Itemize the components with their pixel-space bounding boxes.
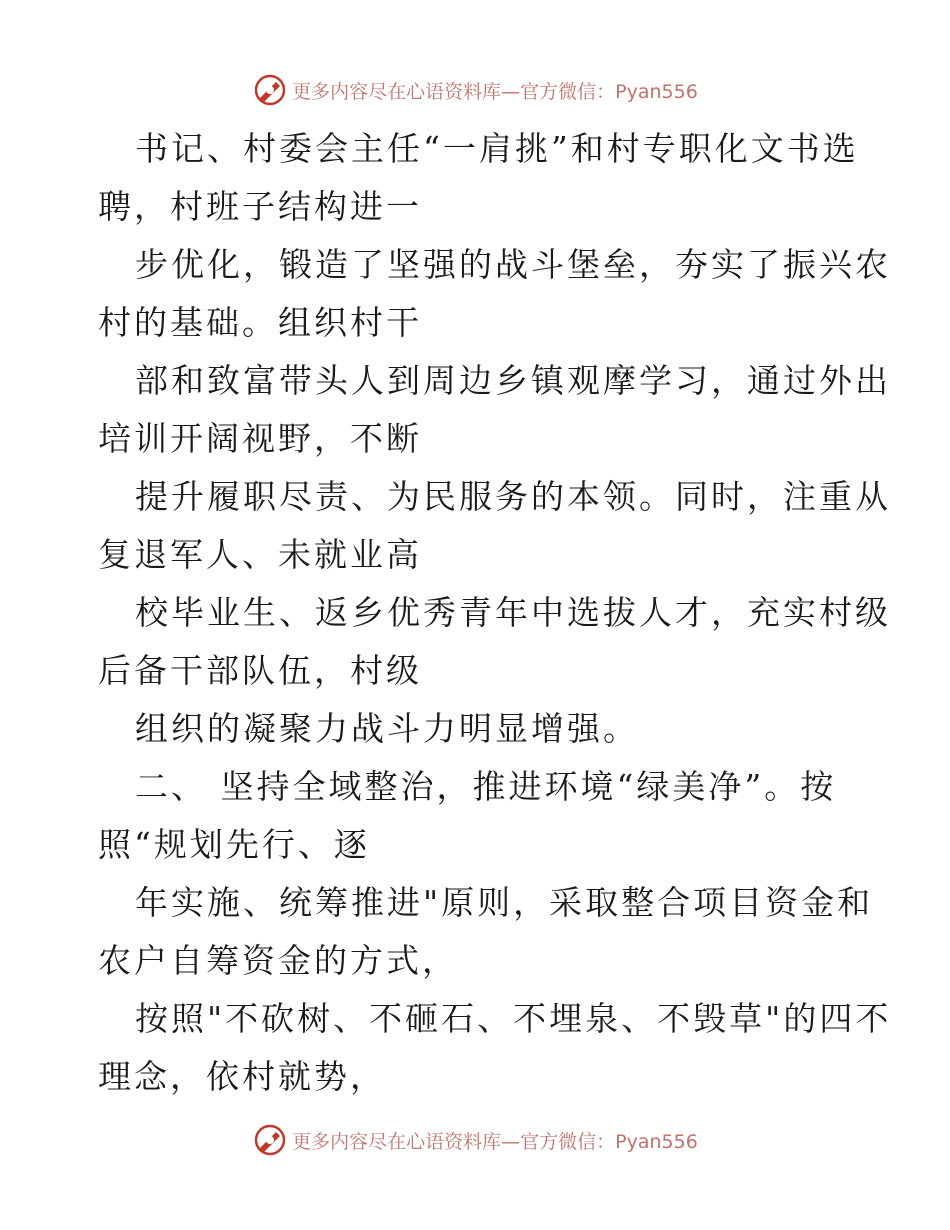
text-line: 复退军人、未就业高 (98, 535, 422, 574)
text-line: 农户自筹资金的方式， (98, 941, 458, 980)
watermark-text: 更多内容尽在心语资料库—官方微信：Pyan556 (292, 80, 698, 103)
text-line: 照“规划先行、逐 (98, 825, 370, 864)
text-line: 培训开阔视野，不断 (98, 419, 422, 458)
text-line: 校毕业生、返乡优秀青年中选拔人才，充实村级 (135, 593, 891, 632)
text-line: 年实施、统筹推进"原则，采取整合项目资金和 (135, 883, 874, 922)
text-line: 理念，依村就势， (98, 1057, 386, 1096)
text-line: 聘，村班子结构进一 (98, 187, 422, 226)
text-line: 二、 坚持全域整治，推进环境“绿美净”。按 (135, 767, 837, 806)
text-line: 步优化，锻造了坚强的战斗堡垒，夯实了振兴农 (135, 245, 891, 284)
text-line: 书记、村委会主任“一肩挑”和村专职化文书选 (135, 129, 859, 168)
pen-circle-logo-icon (252, 72, 288, 108)
text-line: 村的基础。组织村干 (98, 303, 422, 342)
text-line: 组织的凝聚力战斗力明显增强。 (135, 709, 639, 748)
pen-circle-logo-icon (252, 1122, 288, 1158)
text-line: 提升履职尽责、为民服务的本领。同时，注重从 (135, 477, 891, 516)
text-line: 按照"不砍树、不砸石、不埋泉、不毁草"的四不 (135, 999, 892, 1038)
footer-watermark (0, 1120, 950, 1160)
text-line: 部和致富带头人到周边乡镇观摩学习，通过外出 (135, 361, 891, 400)
watermark-text: 更多内容尽在心语资料库—官方微信：Pyan556 (292, 1130, 698, 1153)
text-line: 后备干部队伍，村级 (98, 651, 422, 690)
header-watermark (0, 70, 950, 110)
document-body (98, 120, 892, 1106)
